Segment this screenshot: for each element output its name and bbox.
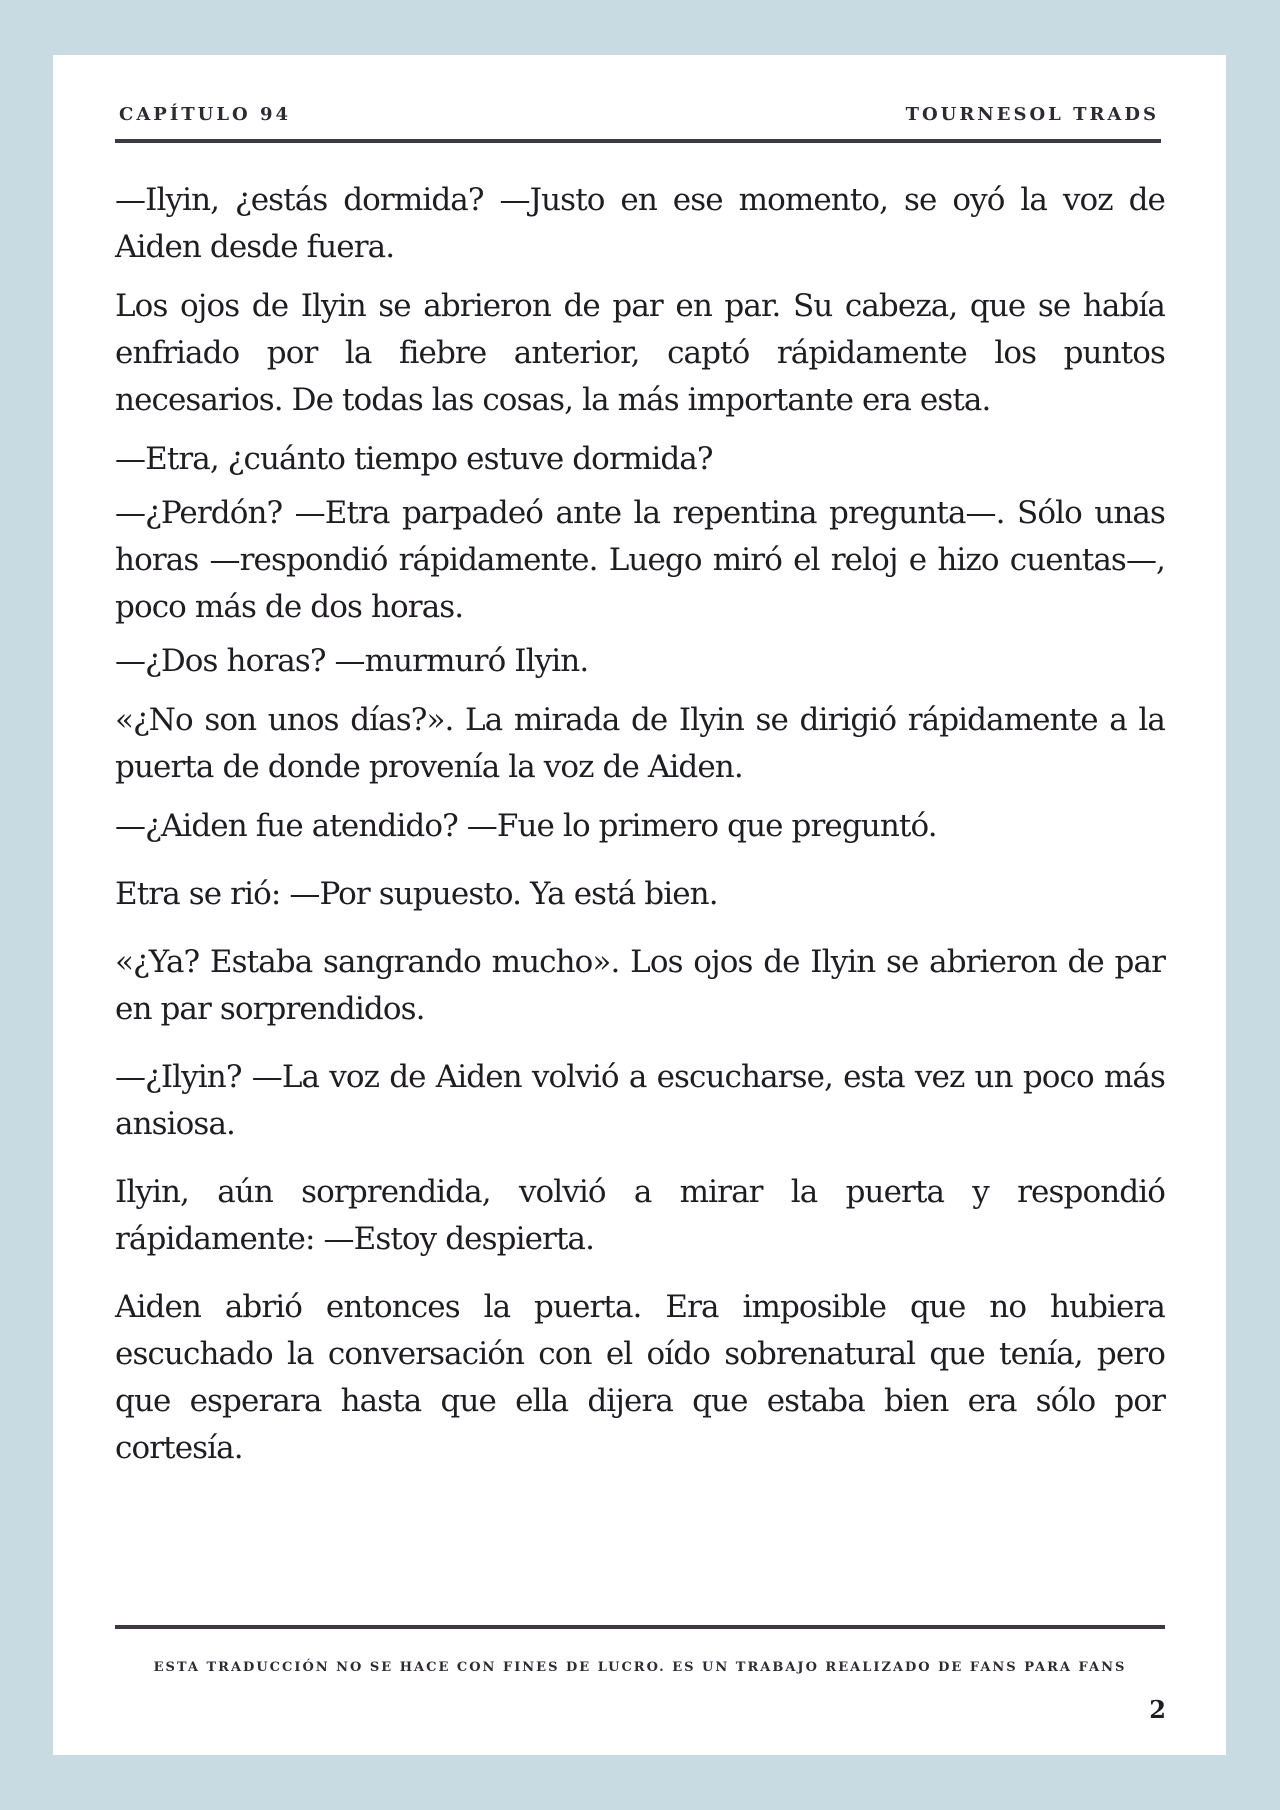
paragraph: Etra se rió: —Por supuesto. Ya está bien. [115,876,718,912]
paragraph: —Etra, ¿cuánto tiempo estuve dormida? [115,441,713,477]
group-label: TOURNESOL TRADS [905,104,1159,125]
paragraph: —¿Dos horas? —murmuró Ilyin. [115,643,589,679]
paragraph: —¿Ilyin? —La voz de Aiden volvió a escucharse, esta vez un poco más ansiosa. [115,1059,1165,1142]
page-sheet [53,55,1226,1755]
paragraph: «¿No son unos días?». La mirada de Ilyin se dirigió rápidamente a la puerta de donde provenía la voz de Aiden. [115,702,1165,785]
paragraph: —Ilyin, ¿estás dormida? —Justo en ese momento, se oyó la voz de Aiden desde fuera. [115,182,1165,265]
footer-divider [115,1625,1165,1629]
paragraph: «¿Ya? Estaba sangrando mucho». Los ojos de Ilyin se abrieron de par en par sorprendidos. [115,944,1165,1027]
paragraph: —¿Perdón? —Etra parpadeó ante la repentina pregunta—. Sólo unas horas —respondió rápidamente. Luego miró el reloj e hizo cuentas—, poco más de dos horas. [115,495,1165,625]
header-divider [115,139,1161,143]
page-header [119,104,1159,128]
paragraph: Los ojos de Ilyin se abrieron de par en par. Su cabeza, que se había enfriado por la fiebre anterior, captó rápidamente los puntos necesarios. De todas las cosas, la más importante era esta. [115,288,1165,418]
paragraph: Ilyin, aún sorprendida, volvió a mirar la puerta y respondió rápidamente: —Estoy despierta. [115,1174,1165,1257]
chapter-label: CAPÍTULO 94 [119,104,291,125]
page-number: 2 [1149,1695,1166,1724]
paragraph: —¿Aiden fue atendido? —Fue lo primero que preguntó. [115,808,937,844]
chapter-body [115,177,1165,1472]
paragraph: Aiden abrió entonces la puerta. Era imposible que no hubiera escuchado la conversación con el oído sobrenatural que tenía, pero que esperara hasta que ella dijera que estaba bien era sólo por cortesía. [115,1289,1165,1466]
disclaimer-note: ESTA TRADUCCIÓN NO SE HACE CON FINES DE LUCRO. ES UN TRABAJO REALIZADO DE FANS PARA FANS [153,1660,1127,1675]
